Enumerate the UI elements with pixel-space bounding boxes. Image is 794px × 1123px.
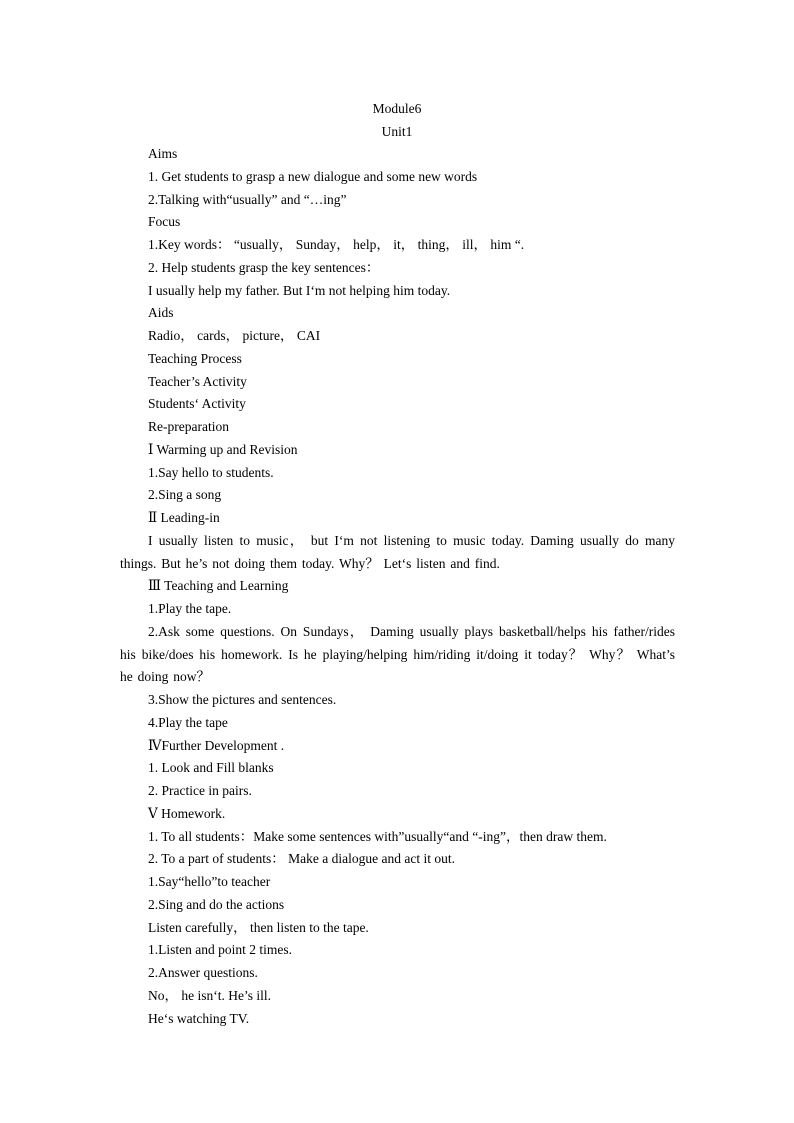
student-answer-questions: 2.Answer questions. [148,965,258,980]
step-sing-song: 2.Sing a song [148,487,222,503]
lesson-plan-body [120,143,675,1030]
homework-part-students: 2. To a part of students： Make a dialogue and act it out. [148,851,455,867]
section-teaching-process: Teaching Process [148,350,242,366]
answer-he-is-ill: No， he isn‘t. He’s ill. [148,987,271,1003]
aids-list: Radio， cards， picture， CAI [148,328,321,343]
section-focus: Focus [148,214,181,230]
step-play-tape-1: 1.Play the tape. [148,601,232,616]
module-title: Module6 [372,101,422,116]
focus-key-sentences: 2. Help students grasp the key sentences： [148,259,380,275]
aim-1: 1. Get students to grasp a new dialogue and some new words [148,168,478,184]
re-preparation-label: Re-preparation [148,419,229,434]
unit-title: Unit1 [381,124,413,139]
step-homework: Ⅴ Homework. [148,805,226,821]
leading-in-paragraph: I usually listen to music， but I‘m not listening to music today. Daming usually do many things. But he’s not doing them today. Why？ Let‘s listen and find. [120,532,675,571]
students-activity-label: Students‘ Activity [148,396,246,412]
step-look-fill: 1. Look and Fill blanks [148,760,274,776]
student-listen-carefully: Listen carefully， then listen to the tape. [148,919,369,935]
step-show-pictures: 3.Show the pictures and sentences. [148,692,337,707]
questions-paragraph: 2.Ask some questions. On Sundays， Daming usually plays basketball/helps his father/rides his bike/does his homework. Is he playing/helping him/riding it/doing it today？ Why？ What’s he doing now？ [120,623,675,685]
student-sing-actions: 2.Sing and do the actions [148,896,285,912]
key-sentence-example: I usually help my father. But I‘m not helping him today. [148,282,451,298]
section-aids: Aids [148,305,174,321]
step-practice-pairs: 2. Practice in pairs. [148,783,252,798]
homework-all-students: 1. To all students：Make some sentences with”usually“and “-ing”，then draw them. [148,828,607,844]
step-further-development: ⅣFurther Development . [148,737,285,753]
step-teaching-learning: Ⅲ Teaching and Learning [148,578,289,594]
student-listen-point: 1.Listen and point 2 times. [148,942,292,958]
focus-key-words: 1.Key words： “usually， Sunday， help， it， thing， ill， him “. [148,237,525,252]
teachers-activity-label: Teacher’s Activity [148,373,247,389]
step-play-tape-2: 4.Play the tape [148,714,228,730]
step-leading-in: Ⅱ Leading-in [148,510,220,525]
student-say-hello: 1.Say“hello”to teacher [148,874,271,889]
answer-watching-tv: He‘s watching TV. [148,1010,250,1026]
section-aims: Aims [148,146,178,161]
aim-2: 2.Talking with“usually” and “…ing” [148,191,347,207]
step-warming-up: Ⅰ Warming up and Revision [148,441,298,457]
step-say-hello: 1.Say hello to students. [148,464,274,480]
